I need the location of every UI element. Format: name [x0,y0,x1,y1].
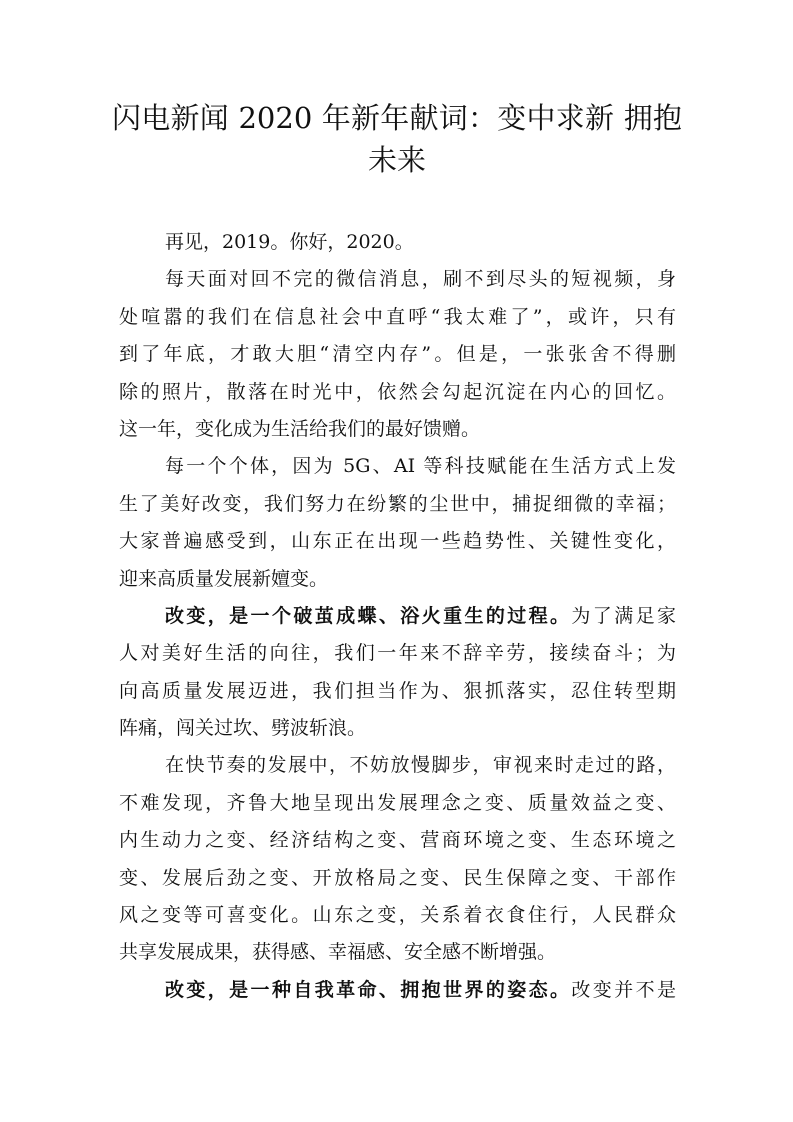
paragraph-line: 大家普遍感受到，山东正在出现一些趋势性、关键性变化， [119,530,676,553]
paragraph-line: 不难发现，齐鲁大地呈现出发展理念之变、质量效益之变、 [119,791,676,814]
paragraph-line: 风之变等可喜变化。山东之变，关系着衣食住行，人民群众 [119,904,676,927]
title-line-1: 闪电新闻 2020 年新年献词：变中求新 拥抱 [112,101,682,135]
paragraph-line: 向高质量发展迈进，我们担当作为、狠抓落实，忍住转型期 [119,679,676,702]
document-title [112,97,682,181]
paragraph-greeting: 再见，2019。你好，2020。 [165,231,414,253]
paragraph-line: 变、发展后劲之变、开放格局之变、民生保障之变、干部作 [119,866,676,889]
paragraph-line: 每一个个体，因为 5G、AI 等科技赋能在生活方式上发 [165,455,676,478]
paragraph-line: 每天面对回不完的微信消息，刷不到尽头的短视频，身 [165,268,676,291]
paragraph-text: 改变并不是 [571,978,676,1001]
paragraph-line: 阵痛，闯关过坎、劈波斩浪。 [119,717,367,740]
paragraph-line: 迎来高质量发展新嬗变。 [119,567,329,590]
paragraph-line: 人对美好生活的向往，我们一年来不辞辛劳，接续奋斗；为 [119,642,676,665]
paragraph-line: 处喧嚣的我们在信息社会中直呼“我太难了”，或许，只有 [119,305,676,328]
paragraph-line-with-heading [119,972,676,1009]
paragraph-line: 到了年底，才敢大胆“清空内存”。但是，一张张舍不得删 [119,343,676,366]
title-line-2: 未来 [367,143,426,177]
paragraph-line: 内生动力之变、经济结构之变、营商环境之变、生态环境之 [119,829,676,852]
paragraph-line: 这一年，变化成为生活给我们的最好馈赠。 [119,417,481,440]
paragraph-line: 生了美好改变，我们努力在纷繁的尘世中，捕捉细微的幸福； [119,492,676,515]
bold-heading: 改变，是一种自我革命、拥抱世界的姿态。 [165,978,572,1001]
paragraph-line-with-heading [119,598,676,635]
paragraph-line: 共享发展成果，获得感、幸福感、安全感不断增强。 [119,941,557,964]
paragraph-text: 为了满足家 [571,604,676,627]
paragraph-line: 除的照片，散落在时光中，依然会勾起沉淀在内心的回忆。 [119,380,676,403]
document-body [119,224,676,1009]
paragraph-line: 在快节奏的发展中，不妨放慢脚步，审视来时走过的路， [165,754,676,777]
bold-heading: 改变，是一个破茧成蝶、浴火重生的过程。 [165,604,572,627]
